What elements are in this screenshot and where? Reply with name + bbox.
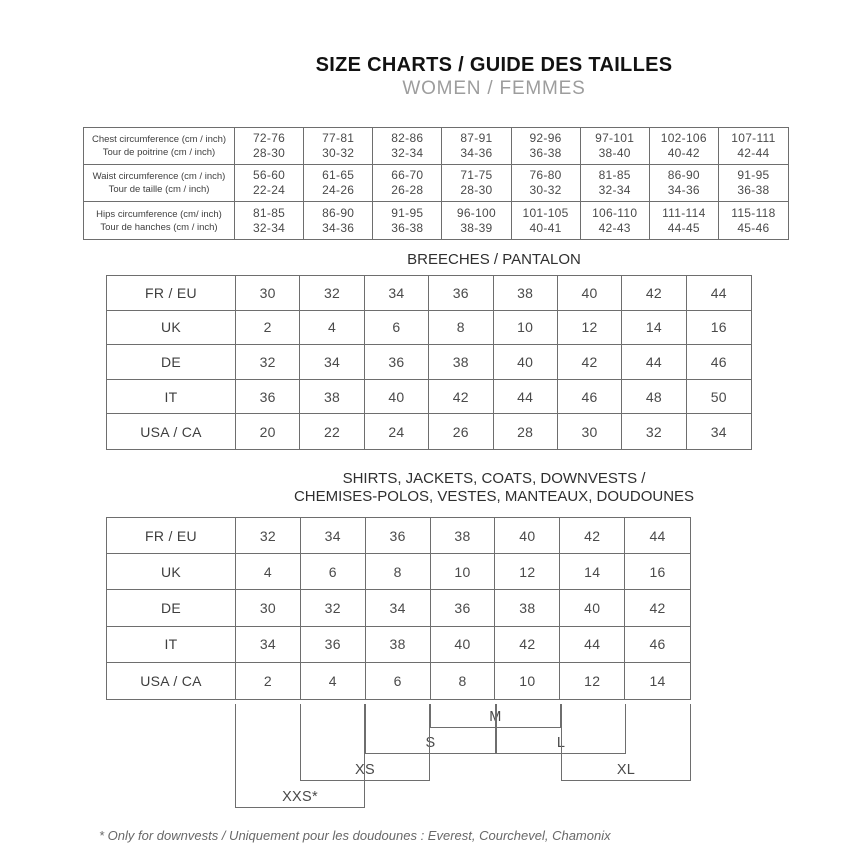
value-cell [512,128,581,164]
table-row [84,202,788,239]
value-cell: 46 [558,380,622,414]
shirts-heading-line2: CHEMISES-POLOS, VESTES, MANTEAUX, DOUDOUNES [293,488,695,505]
value-cell: 24 [365,414,429,449]
cell-line: Hips circumference (cm/ inch) [96,208,222,220]
cell-line: Tour de hanches (cm / inch) [100,221,218,233]
cell-line: 36-38 [737,183,770,197]
value-cell: 44 [622,345,686,379]
value-cell: 46 [649,636,666,653]
cell-line: 86-90 [322,205,355,220]
cell-line: 42-43 [598,220,631,235]
cell-line: 38-40 [598,146,631,160]
value-cell [235,165,304,201]
breeches-table [106,275,752,450]
cell-line: 56-60 [252,168,286,182]
cell-line: 45-46 [737,220,770,235]
row-label-cell: UK [107,311,236,345]
value-cell: 44 [560,627,625,662]
value-cell [719,128,788,164]
value-cell: 38 [431,518,496,553]
value-cell: 8 [366,554,431,589]
value-cell: 30 [236,590,301,625]
value-cell: 14 [622,311,686,345]
value-cell: 42 [429,380,493,414]
value-cell: 42 [622,276,686,310]
value-cell: 34 [365,276,429,310]
table-row [107,276,751,311]
size-bracket-label: XXS* [282,789,318,805]
cell-line: 115-118 [731,205,776,220]
cell-line: Tour de taille (cm / inch) [108,184,210,195]
value-cell: 40 [431,627,496,662]
value-cell: 38 [494,276,558,310]
value-cell: 12 [495,554,560,589]
row-label-cell: IT [107,627,236,662]
value-cell: 44 [710,284,727,301]
value-cell [719,165,788,201]
row-label-cell: UK [107,554,236,589]
value-cell: 8 [429,311,493,345]
cell-line: 28-30 [460,183,493,197]
cell-line: Tour de poitrine (cm / inch) [102,147,216,158]
row-label-cell: USA / CA [107,414,236,449]
cell-line: 77-81 [322,131,355,145]
cell-line: 81-85 [252,205,286,220]
cell-line: 32-34 [598,183,631,197]
table-row [107,627,690,663]
cell-line: 86-90 [667,168,700,182]
table-row [107,345,751,380]
value-cell: 44 [494,380,558,414]
cell-line: 32-34 [252,220,286,235]
cell-line: 106-110 [592,205,638,220]
value-cell: 38 [429,345,493,379]
value-cell [373,202,442,239]
value-cell: 26 [429,414,493,449]
value-cell: 20 [236,414,300,449]
value-cell [373,165,442,201]
value-cell [442,128,511,164]
value-cell [581,128,650,164]
value-cell: 42 [495,627,560,662]
value-cell [442,202,511,239]
value-cell [650,128,719,164]
cell-line: 72-76 [252,131,286,145]
value-cell: 4 [301,663,366,699]
cell-line: 30-32 [322,146,355,160]
cell-line: 36-38 [529,146,562,160]
value-cell: 6 [365,311,429,345]
cell-line: 61-65 [322,168,355,182]
size-bracket-xxs [235,704,365,808]
value-cell: 30 [236,276,300,310]
page-title: SIZE CHARTS / GUIDE DES TAILLES [315,54,673,76]
value-cell: 36 [431,590,496,625]
shirts-table [106,517,691,700]
shirts-heading-line1: SHIRTS, JACKETS, COATS, DOWNVESTS / [342,470,646,487]
cell-line: 66-70 [391,168,424,182]
value-cell: 10 [494,311,558,345]
row-label-cell: DE [107,345,236,379]
cell-line: Waist circumference (cm / inch) [92,171,226,182]
value-cell: 42 [649,599,666,616]
cell-line: Chest circumference (cm / inch) [91,134,227,145]
row-label-cell: DE [107,590,236,625]
value-cell: 10 [495,663,560,699]
value-cell: 40 [560,590,625,625]
value-cell: 16 [649,563,666,580]
size-bracket-label: M [489,709,502,725]
value-cell: 48 [622,380,686,414]
page-subtitle: WOMEN / FEMMES [402,78,586,99]
value-cell: 6 [301,554,366,589]
size-bracket-label: S [425,735,436,751]
value-cell [235,128,304,164]
value-cell: 34 [300,345,364,379]
value-cell [581,165,650,201]
value-cell: 12 [558,311,622,345]
cell-line: 26-28 [391,183,424,197]
cell-line: 91-95 [737,168,770,182]
breeches-heading: BREECHES / PANTALON [407,251,581,268]
value-cell: 46 [710,353,727,370]
value-cell: 42 [560,518,625,553]
value-cell: 38 [495,590,560,625]
cell-line: 34-36 [667,183,700,197]
cell-line: 87-91 [460,131,493,145]
value-cell [512,202,581,239]
cell-line: 97-101 [595,131,635,145]
value-cell [650,202,719,239]
value-cell: 4 [300,311,364,345]
cell-line: 34-36 [460,146,493,160]
table-row [107,590,690,626]
value-cell: 42 [558,345,622,379]
value-cell: 34 [236,627,301,662]
table-row [84,128,788,165]
cell-line: 101-105 [522,205,569,220]
row-label-cell [84,128,235,164]
value-cell: 32 [236,345,300,379]
value-cell: 6 [366,663,431,699]
cell-line: 102-106 [660,131,707,145]
value-cell: 36 [429,276,493,310]
value-cell [373,128,442,164]
cell-line: 24-26 [322,183,355,197]
value-cell: 36 [365,345,429,379]
value-cell: 2 [236,311,300,345]
value-cell: 2 [236,663,301,699]
size-bracket-label: L [556,735,566,751]
cell-line: 30-32 [529,183,562,197]
value-cell: 4 [236,554,301,589]
table-row [107,380,751,415]
value-cell: 32 [236,518,301,553]
table-row [107,414,751,449]
value-cell: 40 [495,518,560,553]
cell-line: 40-41 [529,220,562,235]
cell-line: 28-30 [252,146,286,160]
row-label-cell: FR / EU [107,518,236,553]
cell-line: 81-85 [598,168,631,182]
value-cell: 34 [366,590,431,625]
table-row [107,311,751,346]
value-cell: 40 [494,345,558,379]
value-cell: 36 [301,627,366,662]
cell-line: 34-36 [322,220,355,235]
row-label-cell: FR / EU [107,276,236,310]
value-cell: 34 [301,518,366,553]
cell-line: 38-39 [460,220,493,235]
cell-line: 76-80 [529,168,562,182]
value-cell: 38 [366,627,431,662]
cell-line: 71-75 [460,168,493,182]
cell-line: 92-96 [529,131,562,145]
value-cell [512,165,581,201]
value-cell: 34 [710,423,727,440]
value-cell: 32 [622,414,686,449]
row-label-cell [84,165,235,201]
value-cell: 28 [494,414,558,449]
cell-line: 32-34 [391,146,424,160]
value-cell [304,202,373,239]
cell-line: 82-86 [391,131,424,145]
measurement-table [83,127,789,240]
cell-line: 40-42 [667,146,700,160]
value-cell: 40 [365,380,429,414]
value-cell: 32 [300,276,364,310]
value-cell: 22 [300,414,364,449]
table-row [107,518,690,554]
cell-line: 44-45 [667,220,700,235]
value-cell: 16 [710,319,727,336]
value-cell: 32 [301,590,366,625]
row-label-cell: USA / CA [107,663,236,699]
value-cell: 50 [710,388,727,405]
cell-line: 111-114 [662,205,706,220]
value-cell: 14 [560,554,625,589]
shirts-heading [294,470,694,506]
size-bracket-label: XS [355,762,375,778]
table-row [107,554,690,590]
value-cell [304,128,373,164]
value-cell [304,165,373,201]
cell-line: 107-111 [731,131,776,145]
value-cell: 14 [649,672,666,689]
value-cell [235,202,304,239]
cell-line: 22-24 [252,183,286,197]
value-cell: 36 [366,518,431,553]
cell-line: 91-95 [391,205,424,220]
table-row [84,165,788,202]
value-cell: 30 [558,414,622,449]
row-label-cell [84,202,235,239]
cell-line: 42-44 [737,146,770,160]
value-cell: 38 [300,380,364,414]
value-cell [650,165,719,201]
value-cell: 44 [649,527,666,544]
footnote: * Only for downvests / Uniquement pour les doudounes : Everest, Courchevel, Chamonix [99,828,611,843]
value-cell [581,202,650,239]
row-label-cell: IT [107,380,236,414]
value-cell [719,202,788,239]
cell-line: 36-38 [391,220,424,235]
table-row [107,663,690,699]
size-bracket-xl [561,704,691,781]
cell-line: 96-100 [456,205,497,220]
value-cell: 12 [560,663,625,699]
size-bracket-label: XL [616,762,636,778]
value-cell: 10 [431,554,496,589]
value-cell: 36 [236,380,300,414]
value-cell [442,165,511,201]
value-cell: 40 [558,276,622,310]
value-cell: 8 [431,663,496,699]
